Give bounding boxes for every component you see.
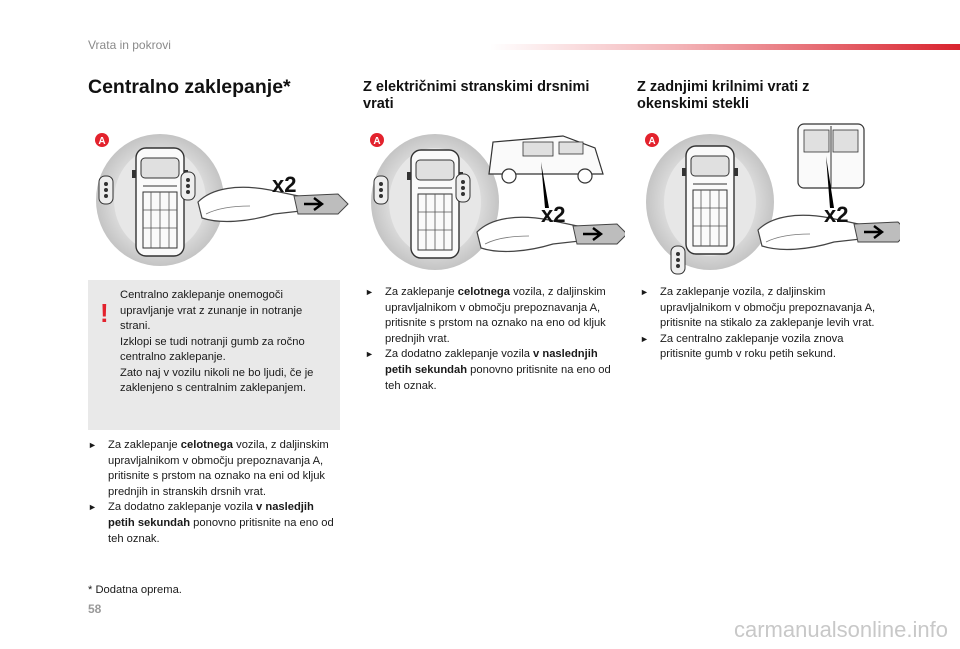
list-item (365, 347, 617, 394)
key-fob-icon (456, 174, 470, 202)
bullet-arrow-icon: ► (88, 502, 97, 513)
instruction-list (88, 438, 340, 547)
title-line: vrati (363, 96, 394, 112)
item-text: Za zaklepanje (385, 286, 458, 298)
item-text: Za centralno zaklepanje vozila znova pritisnite gumb v roku petih sekund. (660, 332, 844, 361)
warning-line: centralno zaklepanje. (120, 351, 226, 363)
central-locking-illustration (88, 126, 350, 266)
list-item (640, 332, 880, 363)
zone-a-label: A (98, 136, 106, 147)
van-rear-view-icon (798, 124, 864, 188)
van-top-view-icon (132, 148, 188, 256)
item-text: ponovno pritisnite na eno od teh oznak. (108, 516, 334, 545)
item-bold: celotnega (457, 286, 510, 298)
zone-a-label: A (373, 136, 381, 147)
item-text: Za zaklepanje vozila, z daljinskim upravljalnikom v območju prepoznavanja A, pritisnite na stikalo za zaklepanje levih vrat. (660, 286, 876, 330)
van-side-view-icon (489, 136, 603, 183)
watermark: carmanualsonline.info (733, 617, 948, 642)
warning-line: Centralno zaklepanje onemogoči (120, 289, 283, 301)
key-fob-icon (99, 176, 113, 204)
list-item (88, 500, 340, 547)
warning-line: strani. (120, 320, 151, 332)
list-item (88, 438, 340, 500)
column-title-rear-doors (637, 79, 809, 113)
header-accent-bar (490, 44, 960, 50)
warning-box (88, 280, 340, 430)
bullet-arrow-icon: ► (365, 287, 374, 297)
warning-line: zaklenjeno s centralnim zaklepanjem. (120, 382, 306, 394)
warning-line: Izklopi se tudi notranji gumb za ročno (120, 335, 305, 348)
instruction-list (365, 285, 617, 394)
item-bold: v nasledjih petih sekundah (108, 501, 314, 529)
page-number: 58 (88, 602, 102, 616)
footnote: * Dodatna oprema. (88, 584, 182, 596)
key-fob-icon (671, 246, 685, 274)
title-line: okenskimi stekli (637, 96, 750, 112)
section-header: Vrata in pokrovi (88, 38, 171, 52)
list-item (365, 285, 617, 347)
item-bold: v naslednjih petih sekundah (385, 348, 598, 376)
title-line: Z električnimi stranskimi drsnimi (363, 79, 590, 95)
bullet-arrow-icon: ► (640, 333, 649, 344)
warning-line: upravljanje vrat z zunanje in notranje (120, 304, 303, 317)
key-fob-icon (374, 176, 388, 204)
warning-line: Zato naj v vozilu nikoli ne bo ljudi, če je (120, 366, 314, 379)
item-text: Za zaklepanje (108, 439, 181, 451)
page-title: Centralno zaklepanje* (88, 76, 291, 98)
item-text: Za dodatno zaklepanje vozila (385, 348, 534, 361)
bullet-arrow-icon: ► (365, 349, 374, 360)
bullet-arrow-icon: ► (640, 287, 649, 297)
exclamation-icon: ! (100, 298, 109, 328)
warning-text (120, 288, 332, 397)
press-twice-label: x2 (824, 202, 849, 227)
title-line: Z zadnjimi krilnimi vrati z (637, 79, 810, 95)
van-top-view-icon (682, 146, 738, 254)
item-text: ponovno pritisnite na eno od teh oznak. (385, 363, 611, 392)
van-top-view-icon (407, 150, 463, 258)
item-bold: celotnega (180, 439, 233, 451)
column-title-sliding-doors (363, 79, 589, 113)
zone-a-label: A (648, 136, 656, 147)
press-twice-label: x2 (541, 202, 566, 227)
item-text: vozila, z daljinskim upravljalnikom v območju prepoznavanja A, pritisnite s prstom na oznako na eno od kljuk prednjih vrat. (385, 286, 606, 345)
bullet-arrow-icon: ► (88, 440, 97, 450)
sliding-doors-illustration (363, 122, 625, 274)
rear-doors-illustration (638, 120, 900, 276)
item-text: Za dodatno zaklepanje vozila (108, 501, 257, 514)
item-text: vozila, z daljinskim upravljalnikom v območju prepoznavanja A, pritisnite s prstom na oznako na eni od kljuk prednjih in stranskih drsnih vrat. (108, 439, 329, 498)
instruction-list (640, 285, 880, 363)
press-twice-label: x2 (272, 172, 297, 197)
key-fob-icon (181, 172, 195, 200)
list-item (640, 285, 880, 332)
